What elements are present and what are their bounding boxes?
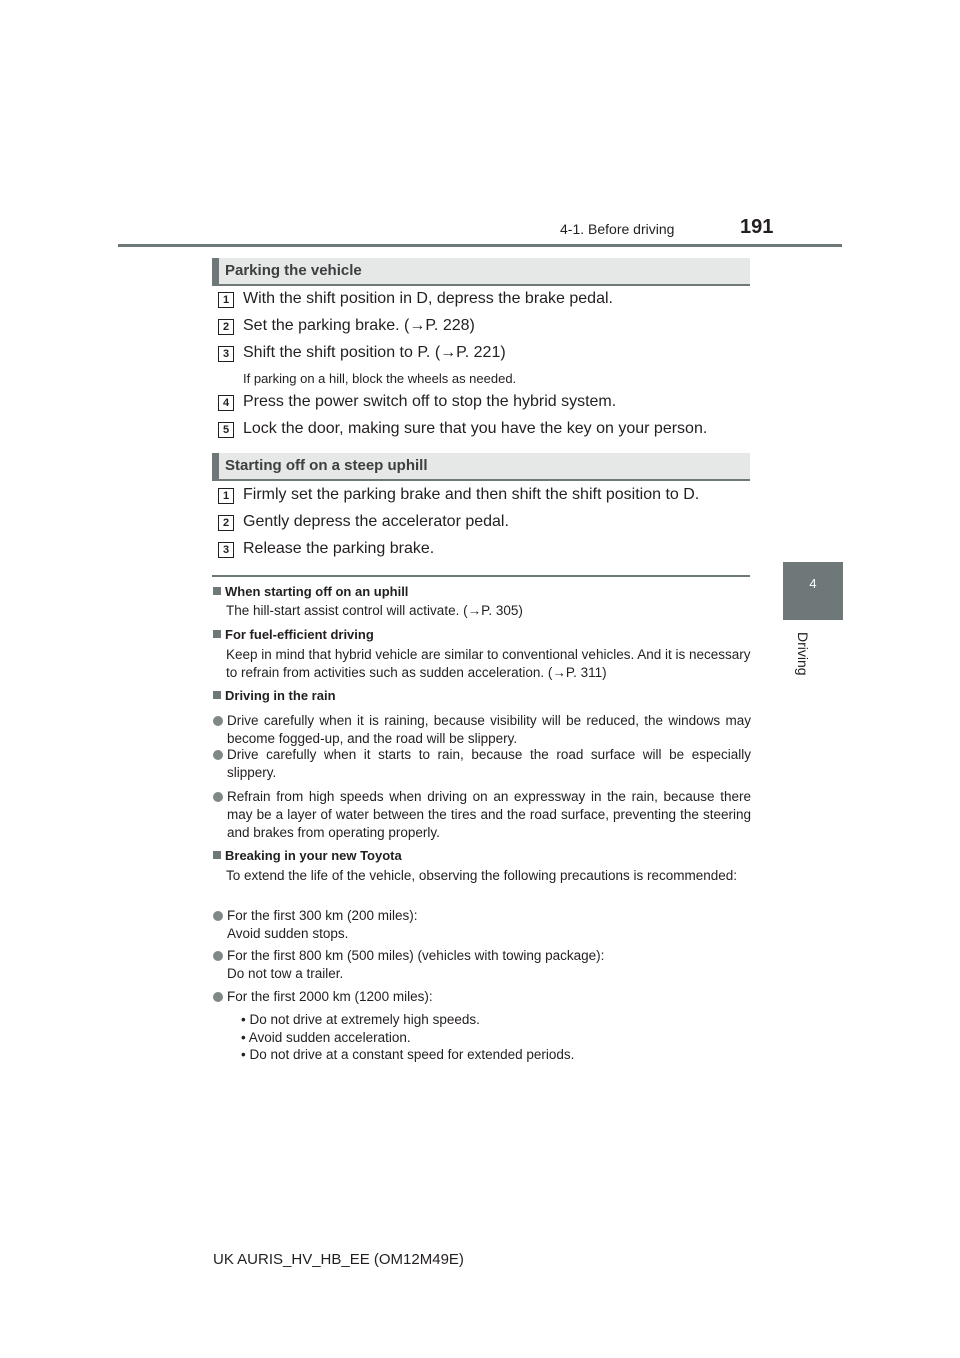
bullet-text: Drive carefully when it is raining, because visibility will be reduced, the windows may become fogged-up, and the road will be slippery. <box>227 713 751 746</box>
chapter-number: 4 <box>809 576 817 591</box>
uphill-heading-text: Starting off on a steep uphill <box>225 457 428 474</box>
note-heading-text: Breaking in your new Toyota <box>225 848 402 863</box>
square-bullet-icon <box>213 851 221 859</box>
parking-heading-text: Parking the vehicle <box>225 262 362 279</box>
step-text: Press the power switch off to stop the hybrid system. <box>243 393 617 410</box>
sub-item: • Do not drive at extremely high speeds. <box>241 1012 480 1027</box>
step-number: 1 <box>218 292 234 308</box>
footer-model-code: UK AURIS_HV_HB_EE (OM12M49E) <box>213 1251 464 1268</box>
note-heading-text: When starting off on an uphill <box>225 584 409 599</box>
parking-heading <box>212 258 750 286</box>
parking-note: If parking on a hill, block the wheels as needed. <box>243 371 517 386</box>
note-heading-text: For fuel-efficient driving <box>225 627 374 642</box>
header-divider <box>118 244 842 247</box>
chapter-tab <box>783 562 843 620</box>
note-body: The hill-start assist control will activate. (→P. 305) <box>226 603 523 618</box>
section-title: 4-1. Before driving <box>560 221 675 237</box>
note-heading <box>213 627 374 642</box>
step-text: Shift the shift position to P. (→P. 221) <box>243 344 506 361</box>
chapter-label: Driving <box>795 632 811 676</box>
circle-bullet-icon <box>213 750 223 760</box>
bullet-line: For the first 800 km (500 miles) (vehicles with towing package): <box>227 948 605 963</box>
bullet-line: Avoid sudden stops. <box>227 926 349 941</box>
bullet-line: For the first 300 km (200 miles): <box>227 908 418 923</box>
step-text: Lock the door, making sure that you have the key on your person. <box>243 420 708 437</box>
heading-accent-bar <box>212 453 219 479</box>
step-number: 3 <box>218 542 234 558</box>
step-text: Set the parking brake. (→P. 228) <box>243 317 475 334</box>
step-number: 1 <box>218 488 234 504</box>
note-heading <box>213 688 336 703</box>
sub-item: • Avoid sudden acceleration. <box>241 1030 411 1045</box>
square-bullet-icon <box>213 587 221 595</box>
bullet-text <box>227 947 751 983</box>
page-number: 191 <box>740 216 774 238</box>
step-text: Firmly set the parking brake and then shift the shift position to D. <box>243 486 700 503</box>
circle-bullet-icon <box>213 951 223 961</box>
bullet-text: For the first 2000 km (1200 miles): <box>227 989 433 1004</box>
notes-divider <box>212 575 750 577</box>
note-heading <box>213 848 402 863</box>
step-text: Gently depress the accelerator pedal. <box>243 513 509 530</box>
step-number: 4 <box>218 395 234 411</box>
step-number: 5 <box>218 422 234 438</box>
bullet-text <box>227 907 751 943</box>
circle-bullet-icon <box>213 716 223 726</box>
uphill-heading <box>212 453 750 481</box>
step-number: 3 <box>218 346 234 362</box>
heading-accent-bar <box>212 258 219 284</box>
circle-bullet-icon <box>213 992 223 1002</box>
step-number: 2 <box>218 319 234 335</box>
bullet-line: Do not tow a trailer. <box>227 966 344 981</box>
bullet-text: Drive carefully when it starts to rain, because the road surface will be especially slippery. <box>227 747 751 780</box>
bullet-text: Refrain from high speeds when driving on an expressway in the rain, because there may be a layer of water between the tires and the road surface, preventing the steering and brakes from operating properly. <box>227 789 751 840</box>
step-text: Release the parking brake. <box>243 540 435 557</box>
circle-bullet-icon <box>213 792 223 802</box>
sub-item: • Do not drive at a constant speed for extended periods. <box>241 1047 575 1062</box>
note-body: Keep in mind that hybrid vehicle are similar to conventional vehicles. And it is necessary to refrain from activities such as sudden acceleration. (→P. 311) <box>226 647 751 680</box>
square-bullet-icon <box>213 691 221 699</box>
note-heading-text: Driving in the rain <box>225 688 336 703</box>
note-heading <box>213 584 408 599</box>
step-text: With the shift position in D, depress the brake pedal. <box>243 290 613 307</box>
square-bullet-icon <box>213 630 221 638</box>
note-body: To extend the life of the vehicle, observing the following precautions is recommended: <box>226 868 738 883</box>
step-number: 2 <box>218 515 234 531</box>
circle-bullet-icon <box>213 911 223 921</box>
